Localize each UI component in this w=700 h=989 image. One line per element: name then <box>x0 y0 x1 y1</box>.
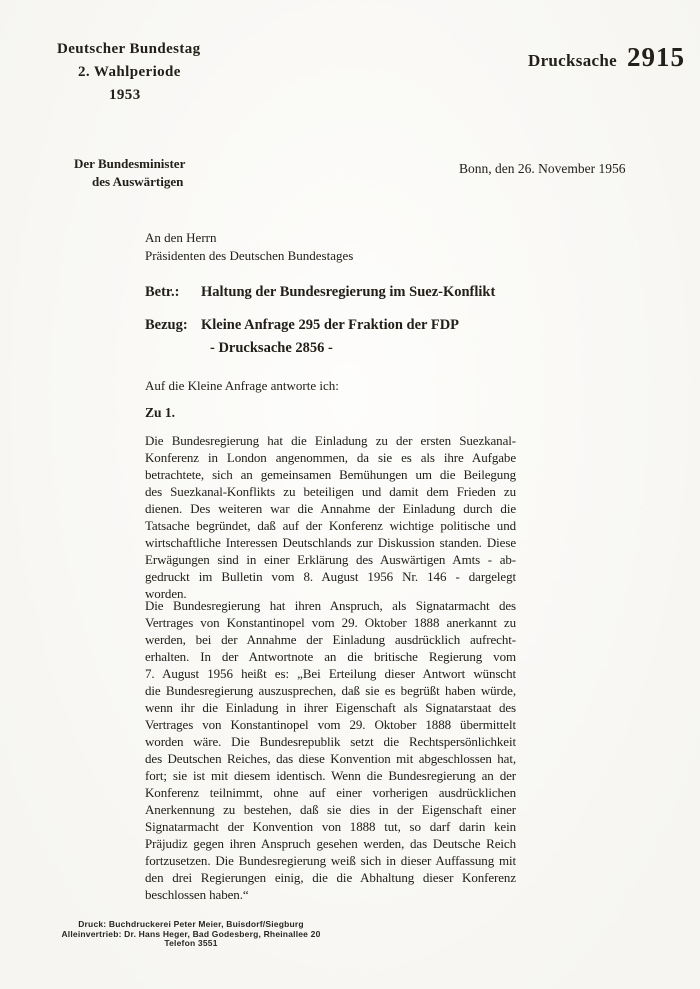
text-line: des Deutschen Reiches, das diese Konvention mit abgeschlossen hat, <box>145 751 516 766</box>
parliament-name: Deutscher Bundestag <box>57 41 201 57</box>
reference-line2: - Drucksache 2856 - <box>210 340 333 356</box>
paragraph-1 <box>145 432 516 602</box>
sender-block <box>74 155 185 191</box>
reference-line1: Kleine Anfrage 295 der Fraktion der FDP <box>201 317 460 333</box>
text-line: die Bundesregierung auszusprechen, daß sie es begrüßt haben würde, <box>145 683 516 698</box>
dateline: Bonn, den 26. November 1956 <box>459 161 626 176</box>
reference-text <box>201 314 459 360</box>
text-line: Tatsache begründet, daß auf der Konferenz wichtige politische und <box>145 518 516 533</box>
intro-line: Auf die Kleine Anfrage antworte ich: <box>145 378 339 393</box>
doc-id-block <box>528 42 685 73</box>
text-line: Die Bundesregierung hat ihren Anspruch, als Signatarmacht des <box>145 598 516 613</box>
text-line: werden, bei der Annahme der Einladung ausdrücklich aufrecht- <box>145 632 516 647</box>
text-line: Die Bundesregierung hat die Einladung zu der ersten Suezkanal- <box>145 433 516 448</box>
text-line: dienen. Des weiteren war die Annahme der Einladung durch die <box>145 501 516 516</box>
text-line: Erwägungen sind in einer Erklärung des Auswärtigen Amts - ab- <box>145 552 516 567</box>
reference-label: Bezug: <box>145 317 188 333</box>
doc-type-label: Drucksache <box>528 51 617 70</box>
text-line: 7. August 1956 heißt es: „Bei Erteilung dieser Antwort wünscht <box>145 666 516 681</box>
text-line: Vertrages von Konstantinopel vom 29. Oktober 1888 anerkannt zu <box>145 615 516 630</box>
text-line: Signatarmacht der Konvention von 1888 tut, so darf darin kein <box>145 819 516 834</box>
section-heading: Zu 1. <box>145 405 176 420</box>
text-line: wenn ihr die Einladung in ihrer Eigenschaft als Signatarstaat des <box>145 700 516 715</box>
text-line: worden. <box>145 586 187 601</box>
election-term: 2. Wahlperiode <box>78 64 181 80</box>
sender-title-line2: des Auswärtigen <box>92 174 184 189</box>
reference-row <box>145 314 459 360</box>
text-line: Anerkennung zu bestehen, daß sie dies in der Eigenschaft einer <box>145 802 516 817</box>
recipient-line2: Präsidenten des Deutschen Bundestages <box>145 248 354 263</box>
imprint-phone-line: Telefon 3551 <box>164 938 218 948</box>
text-line: wirtschaftliche Interessen Deutschlands zur Diskussion standen. Diese <box>145 535 516 550</box>
text-line: des Suezkanal-Konflikts zu beteiligen und damit dem Frieden zu <box>145 484 516 499</box>
text-line: den drei Regierungen einig, die die Abhaltung dieser Konferenz <box>145 870 516 885</box>
text-line: Vertrages von Konstantinopel vom 29. Oktober 1888 übermittelt <box>145 717 516 732</box>
text-line: worden wäre. Die Bundesrepublik setzt die Rechtspersönlichkeit <box>145 734 516 749</box>
imprint-printer-line: Druck: Buchdruckerei Peter Meier, Buisdorf/Siegburg <box>78 919 304 929</box>
text-line: Konferenz teilnimmt, ohne auf einer vorherigen ausdrücklichen <box>145 785 516 800</box>
subject-text: Haltung der Bundesregierung im Suez-Konflikt <box>201 284 496 300</box>
text-line: Konferenz in London angenommen, da sie es als ihre Aufgabe <box>145 450 516 465</box>
text-line: fort; sie ist mit diesem identisch. Wenn die Bundesregierung an der <box>145 768 516 783</box>
text-line: beschlossen haben.“ <box>145 887 249 902</box>
doc-number: 2915 <box>626 42 685 72</box>
text-line: betrachtete, sich an gemeinsamen Bemühungen um die Beilegung <box>145 467 516 482</box>
recipient-block <box>145 229 353 265</box>
text-line: fortzusetzen. Die Bundesregierung weiß sich in dieser Auffassung mit <box>145 853 516 868</box>
recipient-line1: An den Herrn <box>145 230 217 245</box>
masthead <box>57 38 201 107</box>
text-line: gedruckt im Bulletin vom 8. August 1956 Nr. 146 - dargelegt <box>145 569 516 584</box>
paragraph-2 <box>145 597 516 903</box>
sender-title-line1: Der Bundesminister <box>74 156 186 171</box>
text-line: erhalten. In der Antwortnote an die britische Regierung vom <box>145 649 516 664</box>
subject-label: Betr.: <box>145 284 180 300</box>
subject-row <box>145 284 495 301</box>
text-line: Präjudiz gegen ihren Anspruch gesehen werden, das Deutsche Reich <box>145 836 516 851</box>
term-year: 1953 <box>109 87 141 103</box>
imprint-distributor-line: Alleinvertrieb: Dr. Hans Heger, Bad Godesberg, Rheinallee 20 <box>61 928 321 939</box>
imprint-block <box>48 920 334 949</box>
